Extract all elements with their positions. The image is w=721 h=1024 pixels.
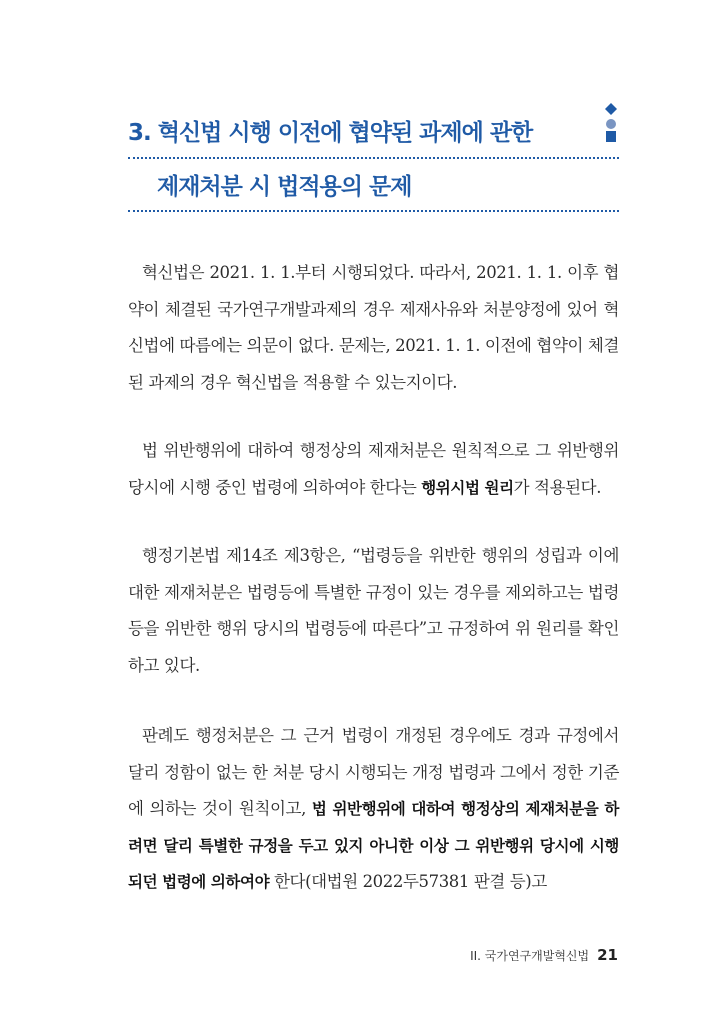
- heading-decoration: [603, 103, 619, 143]
- paragraph-2: [128, 433, 619, 506]
- paragraph-2-emphasis: 행위시법 원리: [421, 478, 514, 497]
- section-heading-line-1: 3. 혁신법 시행 이전에 협약된 과제에 관한: [128, 120, 533, 146]
- diamond-icon: [605, 103, 617, 115]
- page-number: 21: [597, 946, 618, 964]
- square-icon: [606, 131, 616, 142]
- paragraph-2-text-c: 가 적용된다.: [513, 477, 602, 497]
- footer-section-label: II. 국가연구개발혁신법: [470, 949, 590, 963]
- section-heading-line-2: 제재처분 시 법적용의 문제: [157, 174, 412, 200]
- page-footer: [470, 946, 618, 964]
- paragraph-2-text-a: 법 위반행위에 대하여 행정상의 제재처분은 원칙적으로 그 위반행위 당시에 시행 중인 법령에 의하여야 한다는: [128, 441, 619, 497]
- circle-icon: [606, 119, 616, 129]
- paragraph-4-emphasis: 법 위반행위에 대하여 행정상의 제재처분을 하려면 달리 특별한 규정을 두고 있지 아니한 이상 그 위반행위 당시에 시행되던 법령에 의하여야: [128, 800, 619, 891]
- heading-divider-2: [128, 210, 619, 212]
- paragraph-4-text-c: 한다(대법원 2022두57381 판결 등)고: [269, 872, 547, 891]
- paragraph-1: 혁신법은 2021. 1. 1.부터 시행되었다. 따라서, 2021. 1. 1. 이후 협약이 체결된 국가연구개발과제의 경우 제재사유와 처분양정에 있어 혁신법에 따름에는 의문이 없다. 문제는, 2021. 1. 1. 이전에 협약이 체결된 과제의 경우 혁신법을 적용할 수 있는지이다.: [128, 263, 619, 392]
- paragraph-4-text-a: 판례도 행정처분은 그 근거 법령이 개정된 경우에도 경과 규정에서 달리 정함이 없는 한 처분 당시 시행되는 개정 법령과 그에서 정한 기준에 의하는 것이 원칙이고,: [128, 726, 619, 818]
- heading-divider-1: [128, 157, 619, 159]
- paragraph-4: [128, 718, 619, 901]
- paragraph-3: 행정기본법 제14조 제3항은, “법령등을 위반한 행위의 성립과 이에 대한 제재처분은 법령등에 특별한 규정이 있는 경우를 제외하고는 법령등을 위반한 행위 당시의 법령등에 따른다”고 규정하여 위 원리를 확인하고 있다.: [128, 546, 619, 675]
